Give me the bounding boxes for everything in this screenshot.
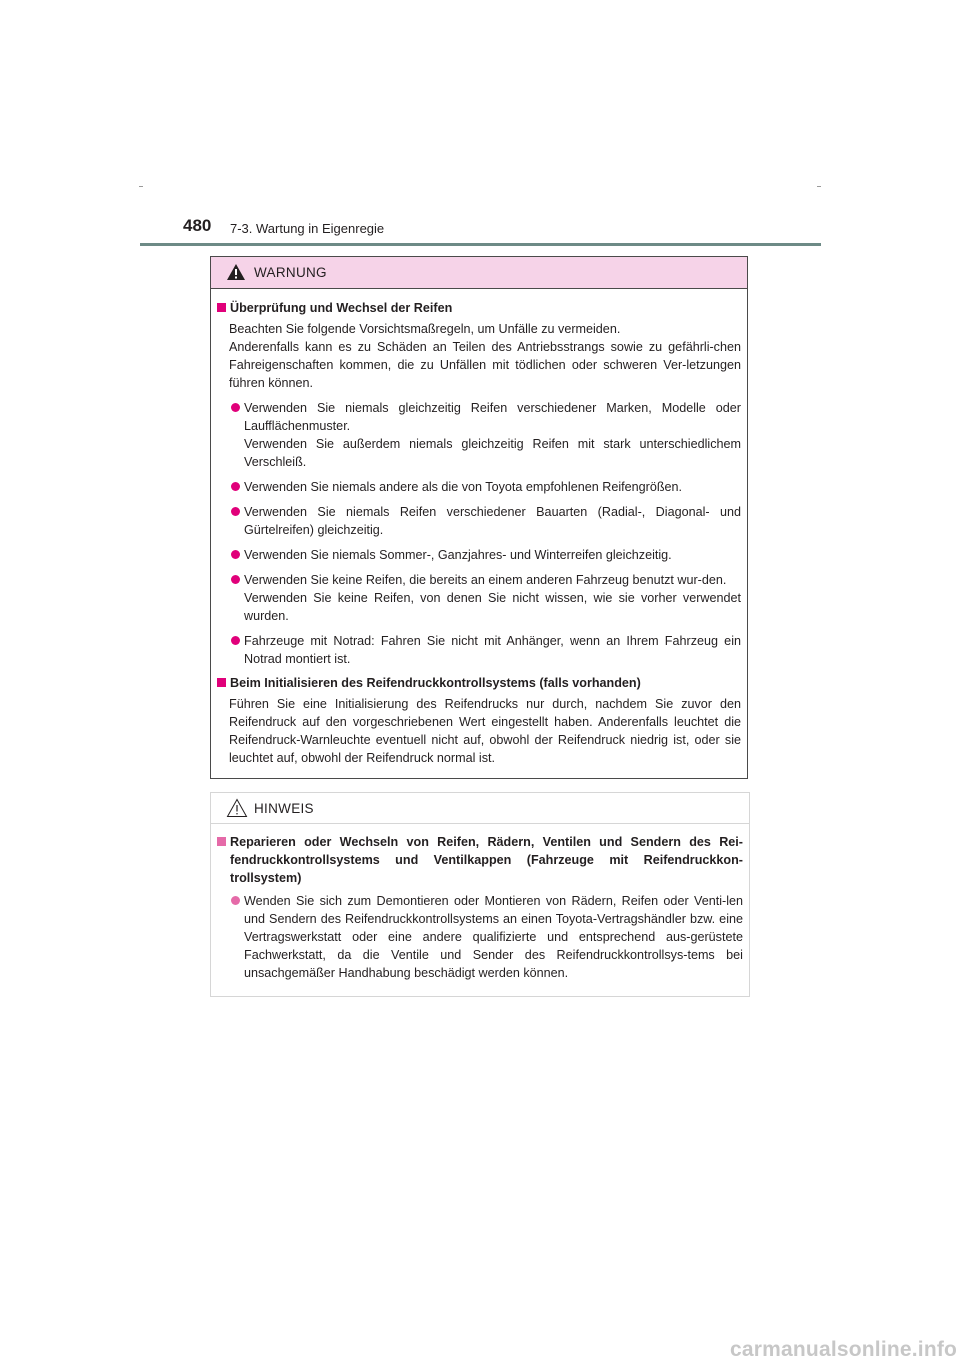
warning-bullet: Verwenden Sie niemals gleichzeitig Reifen verschiedener Marken, Modelle oder Laufflächenmuster. Verwenden Sie außerdem niemals gleichzeitig Reifen mit stark unterschiedlichem Verschleiß. bbox=[217, 399, 741, 471]
warning-heading-1: Überprüfung und Wechsel der Reifen bbox=[217, 299, 741, 317]
warning-box bbox=[210, 256, 748, 779]
round-bullet-icon bbox=[231, 507, 240, 516]
round-bullet-icon bbox=[231, 403, 240, 412]
page-number: 480 bbox=[183, 216, 212, 235]
warning-text-line: Anderenfalls kann es zu Schäden an Teilen des Antriebsstrangs sowie zu gefährli-chen Fahreigenschaften kommen, die zu Unfällen mit tödlichen oder schweren Ver-letzungen führen können. bbox=[229, 340, 741, 390]
warning-body bbox=[211, 289, 747, 767]
warning-triangle-icon bbox=[226, 263, 246, 281]
round-bullet-icon bbox=[231, 575, 240, 584]
round-bullet-icon bbox=[231, 550, 240, 559]
warning-title: WARNUNG bbox=[254, 265, 327, 280]
crop-mark-right bbox=[817, 186, 821, 187]
warning-bullet: Verwenden Sie niemals Sommer-, Ganzjahres- und Winterreifen gleichzeitig. bbox=[217, 546, 741, 564]
warning-heading-2: Beim Initialisieren des Reifendruckkontrollsystems (falls vorhanden) bbox=[217, 674, 741, 692]
warning-text: Führen Sie eine Initialisierung des Reifendrucks nur durch, nachdem Sie zuvor den Reifendruck auf den vorgeschriebenen Wert eingestellt haben. Anderenfalls leuchtet die Reifendruck-Warnleuchte eventuell nicht auf, obwohl der Reifendruck niedrig ist, oder sie leuchtet auf, obwohl der Reifendruck normal ist. bbox=[229, 697, 741, 765]
notice-header bbox=[211, 793, 749, 824]
square-bullet-icon bbox=[217, 837, 226, 846]
warning-bullet: Fahrzeuge mit Notrad: Fahren Sie nicht mit Anhänger, wenn an Ihrem Fahrzeug ein Notrad montiert ist. bbox=[217, 632, 741, 668]
warning-bullet: Verwenden Sie keine Reifen, die bereits an einem anderen Fahrzeug benutzt wur-den. Verwenden Sie keine Reifen, von denen Sie nicht wissen, wie sie vorher verwendet wurden. bbox=[217, 571, 741, 625]
warning-bullet: Verwenden Sie niemals andere als die von Toyota empfohlenen Reifengrößen. bbox=[217, 478, 741, 496]
warning-bullet: Verwenden Sie niemals Reifen verschiedener Bauarten (Radial-, Diagonal- und Gürtelreifen) gleichzeitig. bbox=[217, 503, 741, 539]
round-bullet-icon bbox=[231, 636, 240, 645]
square-bullet-icon bbox=[217, 678, 226, 687]
round-bullet-icon bbox=[231, 482, 240, 491]
header-rule bbox=[140, 243, 821, 246]
warning-text-line: Beachten Sie folgende Vorsichtsmaßregeln, um Unfälle zu vermeiden. bbox=[229, 322, 621, 336]
round-bullet-icon bbox=[231, 896, 240, 905]
caution-triangle-icon bbox=[226, 798, 248, 818]
notice-heading: Reparieren oder Wechseln von Reifen, Rädern, Ventilen und Sendern des Rei-fendruckkontrollsystems und Ventilkappen (Fahrzeuge mit Reifendruckkon-trollsystem) bbox=[217, 833, 743, 887]
notice-box bbox=[210, 792, 750, 997]
notice-title: HINWEIS bbox=[254, 801, 314, 816]
warning-header bbox=[211, 257, 747, 289]
notice-bullet: Wenden Sie sich zum Demontieren oder Montieren von Rädern, Reifen oder Venti-len und Sendern des Reifendruckkontrollsystems an einen Toyota-Vertragshändler bzw. eine Vertragswerkstatt oder eine andere qualifizierte und entsprechend aus-gerüstete Fachwerkstatt, da die Ventile und Sender des Reifendruckkontrollsys-tems bei unsachgemäßer Handhabung beschädigt werden können. bbox=[217, 892, 743, 982]
notice-body bbox=[211, 824, 749, 982]
square-bullet-icon bbox=[217, 303, 226, 312]
section-title: 7-3. Wartung in Eigenregie bbox=[230, 221, 385, 236]
watermark: carmanualsonline.info bbox=[730, 1338, 958, 1358]
crop-mark-left bbox=[139, 186, 143, 187]
